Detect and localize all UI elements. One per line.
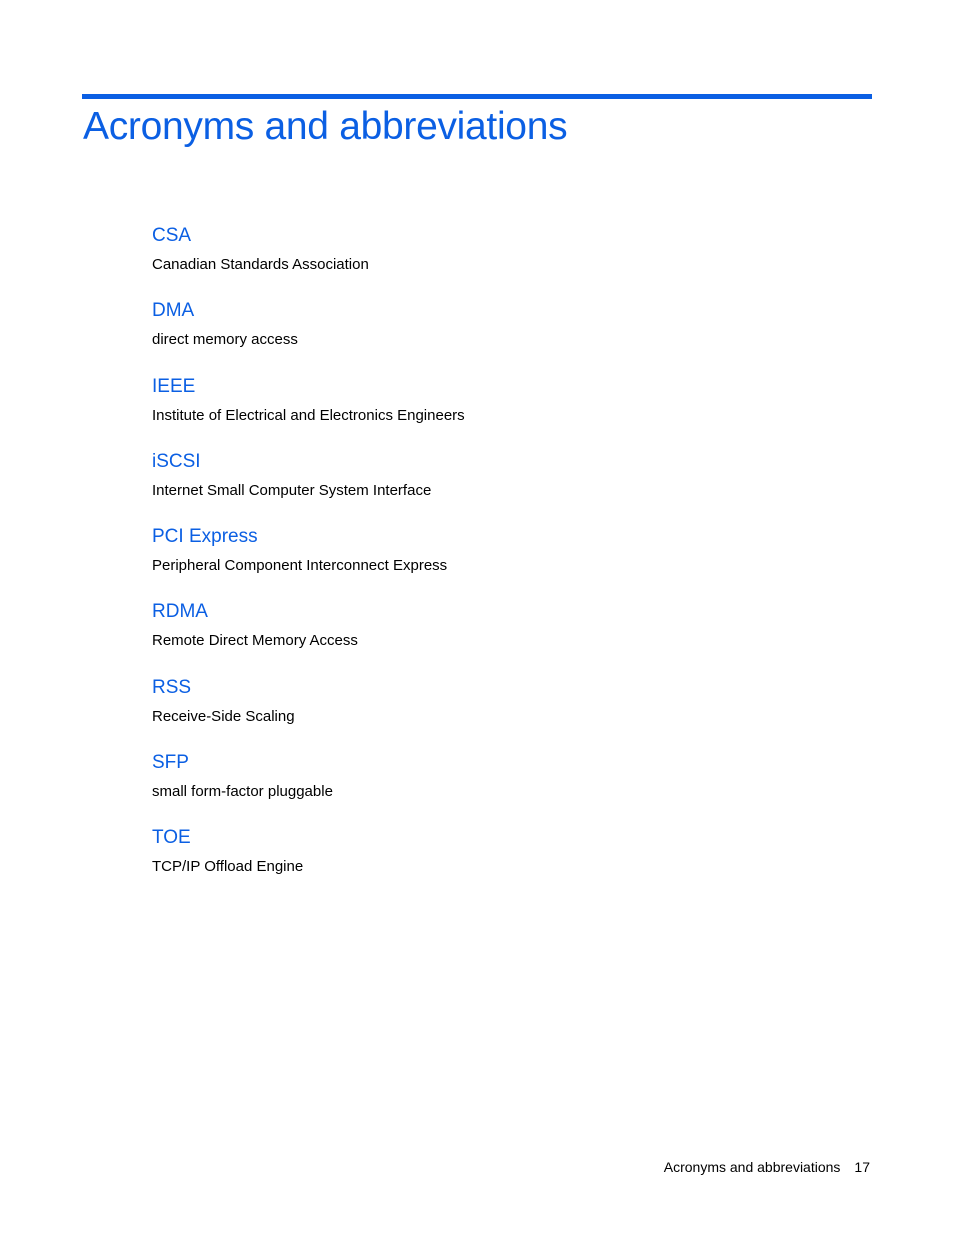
- glossary-entry-toe: [152, 825, 852, 900]
- glossary-entry-sfp: [152, 750, 852, 825]
- glossary-term[interactable]: RSS: [152, 676, 192, 698]
- glossary-term[interactable]: SFP: [152, 752, 189, 774]
- glossary-term[interactable]: TOE: [152, 827, 191, 849]
- glossary-definition: TCP/IP Offload Engine: [152, 858, 304, 876]
- glossary-entry-dma: [152, 298, 852, 373]
- glossary-definition: Canadian Standards Association: [152, 256, 369, 273]
- page-title: Acronyms and abbreviations: [83, 105, 568, 148]
- glossary-entry-csa: [152, 223, 852, 298]
- glossary-entry-iscsi: [152, 449, 852, 524]
- glossary-entry-pci-express: [152, 524, 852, 599]
- glossary-definition: small form-factor pluggable: [152, 783, 333, 801]
- glossary-definition: direct memory access: [152, 331, 298, 349]
- glossary-definition: Remote Direct Memory Access: [152, 632, 358, 650]
- page-number: 17: [854, 1159, 870, 1175]
- glossary-term[interactable]: RDMA: [152, 601, 208, 623]
- footer-section-title: Acronyms and abbreviations: [663, 1159, 841, 1175]
- title-rule: [82, 94, 872, 99]
- glossary-entry-ieee: [152, 374, 852, 449]
- page-footer: [664, 1158, 870, 1176]
- glossary-definition: Internet Small Computer System Interface: [152, 481, 432, 499]
- glossary-entry-rdma: [152, 599, 852, 674]
- glossary-term[interactable]: iSCSI: [152, 450, 201, 472]
- glossary-term[interactable]: CSA: [152, 225, 192, 246]
- glossary-term[interactable]: DMA: [152, 300, 195, 322]
- glossary-term[interactable]: IEEE: [152, 375, 196, 397]
- glossary-term[interactable]: PCI Express: [152, 526, 258, 548]
- glossary-list: [152, 223, 852, 901]
- glossary-definition: Peripheral Component Interconnect Express: [152, 557, 448, 575]
- glossary-definition: Institute of Electrical and Electronics Engineers: [152, 406, 465, 424]
- glossary-definition: Receive-Side Scaling: [152, 707, 295, 725]
- glossary-entry-rss: [152, 675, 852, 750]
